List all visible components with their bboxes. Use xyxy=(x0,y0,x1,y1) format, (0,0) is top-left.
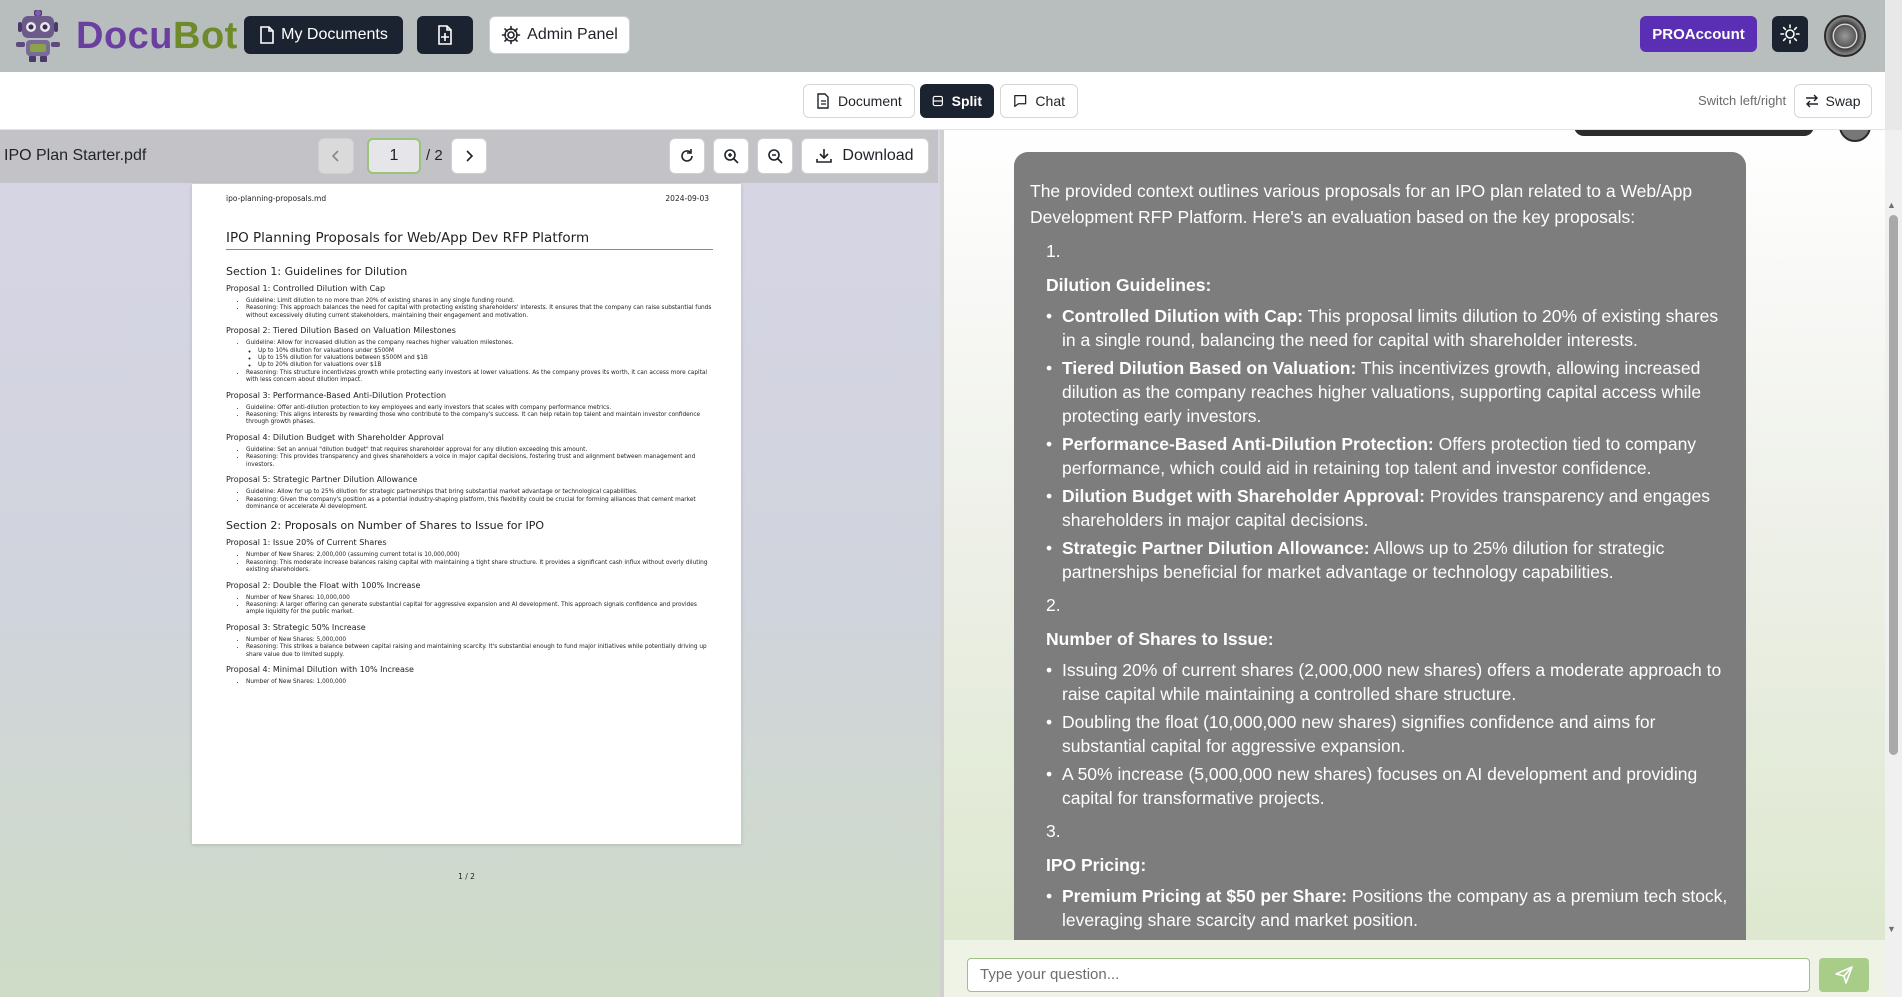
scroll-up-arrow-icon[interactable]: ▲ xyxy=(1887,200,1896,210)
brand-name xyxy=(76,15,238,58)
chat-bubble-icon xyxy=(1013,93,1027,109)
rotate-button[interactable] xyxy=(669,138,705,174)
list-item-bold: Strategic Partner Dilution Allowance: xyxy=(1062,538,1370,558)
pdf-bullet: • Number of New Shares: 1,000,000 xyxy=(246,679,713,686)
app-logo[interactable] xyxy=(14,10,238,62)
pdf-bullet-list xyxy=(226,679,713,686)
pdf-bullet-list xyxy=(226,637,713,659)
pdf-proposal-heading: Proposal 4: Dilution Budget with Shareholder Approval xyxy=(226,432,444,442)
list-item xyxy=(1062,884,1730,932)
pdf-sub-bullet: ◦ Up to 15% dilution for valuations between $500M and $1B xyxy=(258,355,713,362)
list-item-text: Positions the company as a premium tech stock, leveraging share scarcity and market position. xyxy=(1062,886,1728,930)
swap-arrows-icon xyxy=(1805,94,1819,108)
list-item xyxy=(1062,356,1730,428)
list-item: • Issuing 20% of current shares (2,000,000 new shares) offers a moderate approach to raise capital while maintaining a controlled share structure. xyxy=(1062,658,1730,706)
pdf-bullet-list xyxy=(226,298,713,320)
admin-panel-label: Admin Panel xyxy=(527,26,618,43)
list-item-bold: Dilution Budget with Shareholder Approval: xyxy=(1062,486,1425,506)
list-item-bold: Premium Pricing at $50 per Share: xyxy=(1062,886,1347,906)
pdf-bullet: • Guideline: Set an annual "dilution budget" that requires shareholder approval for any dilution exceeding this amount. xyxy=(246,447,713,454)
pdf-bullet: • Number of New Shares: 2,000,000 (assuming current total is 10,000,000) xyxy=(246,552,713,559)
top-header xyxy=(0,0,1902,72)
list-item-text: Allows up to 25% dilution for strategic partnerships beneficial for market advantage or technology capabilities. xyxy=(1062,538,1665,582)
pdf-bullet: • Guideline: Allow for up to 25% dilution for strategic partnerships that bring substantial market advantage or technological capabilities. xyxy=(246,489,713,496)
download-label: Download xyxy=(842,147,914,164)
zoom-in-button[interactable] xyxy=(713,138,749,174)
pdf-proposal-heading: Proposal 1: Issue 20% of Current Shares xyxy=(226,538,387,548)
list-item-text: This incentivizes growth, allowing increased dilution as the company reaches higher valuations, supporting capital access while protecting early investors. xyxy=(1062,358,1702,426)
swap-button-label: Swap xyxy=(1825,93,1861,109)
pdf-viewer-pane xyxy=(0,130,940,997)
list-item-bold: Tiered Dilution Based on Valuation: xyxy=(1062,358,1357,378)
message-list xyxy=(1030,304,1730,584)
pdf-sub-bullet: ◦ Up to 20% dilution for valuations over $1B xyxy=(258,362,713,369)
pdf-bullet: • Reasoning: This structure incentivizes growth while protecting early investors at lower valuations. As the company proves its worth, it can access more capital with less concern about dilution impact. xyxy=(246,370,713,385)
view-chat-label: Chat xyxy=(1035,93,1065,109)
user-avatar[interactable] xyxy=(1824,15,1866,57)
my-documents-label: My Documents xyxy=(281,26,388,43)
pdf-meta-date: 2024-09-03 xyxy=(665,194,709,203)
pro-account-label: PROAccount xyxy=(1652,25,1745,43)
pdf-bullet-list xyxy=(226,552,713,574)
pdf-bullet: • Reasoning: Given the company's position as a potential industry-shaping platform, this flexibility could be crucial for forming alliances that cement market dominance or accelerate AI development. xyxy=(246,497,713,512)
view-split-label: Split xyxy=(951,93,982,109)
list-item xyxy=(1062,536,1730,584)
pdf-bullet: • Number of New Shares: 5,000,000 xyxy=(246,637,713,644)
pdf-bullet: • Guideline: Offer anti-dilution protection to key employees and early investors that scales with company performance metrics. xyxy=(246,405,713,412)
download-button[interactable] xyxy=(801,138,929,174)
document-icon xyxy=(816,93,830,109)
list-number: 3. xyxy=(1046,821,1061,841)
list-item-text: This proposal limits dilution to 20% of existing shares in a single round, balancing the need for capital with shareholder interests. xyxy=(1062,306,1719,350)
brand-part-docu: Docu xyxy=(76,14,173,57)
list-item: • A 50% increase (5,000,000 new shares) focuses on AI development and providing capital for transformative projects. xyxy=(1062,762,1730,810)
chat-input-bar xyxy=(944,940,1885,997)
pdf-bullet-list xyxy=(226,405,713,427)
list-item-text: Provides transparency and engages shareholders in major capital decisions. xyxy=(1062,486,1711,530)
theme-toggle-button[interactable] xyxy=(1772,16,1808,52)
pdf-viewer-toolbar xyxy=(0,130,938,183)
view-document-button[interactable] xyxy=(803,84,915,118)
pdf-bullet-list xyxy=(226,447,713,469)
page-scrollbar-top[interactable] xyxy=(1885,0,1902,130)
pdf-bullet: • Reasoning: This aligns interests by rewarding those who contribute to the company's success. It can help retain top talent and maintain investor confidence through growth phases. xyxy=(246,412,713,427)
message-list xyxy=(1030,658,1730,810)
message-list xyxy=(1030,884,1730,932)
list-item: • Doubling the float (10,000,000 new shares) signifies confidence and aims for substantial capital for aggressive expansion. xyxy=(1062,710,1730,758)
rotate-icon xyxy=(679,148,695,164)
file-plus-icon xyxy=(436,25,454,45)
list-item xyxy=(1062,304,1730,352)
split-view-icon xyxy=(932,94,944,108)
pdf-meta-filename: ipo-planning-proposals.md xyxy=(226,194,327,203)
view-chat-button[interactable] xyxy=(1000,84,1078,118)
pdf-bullet: • Reasoning: This moderate increase balances raising capital with maintaining a tight share structure. It provides a significant cash influx without overly diluting existing shareholders. xyxy=(246,560,713,575)
pdf-bullet-list xyxy=(226,489,713,511)
pdf-proposal-heading: Proposal 4: Minimal Dilution with 10% Increase xyxy=(226,664,414,674)
message-heading: IPO Pricing: xyxy=(1046,855,1147,875)
message-intro: The provided context outlines various proposals for an IPO plan related to a Web/App Development RFP Platform. Here's an evaluation based on the key proposals: xyxy=(1030,181,1693,227)
message-heading: Number of Shares to Issue: xyxy=(1046,629,1274,649)
brand-part-bot: Bot xyxy=(173,14,238,57)
user-message-avatar xyxy=(1839,130,1871,142)
view-split-button[interactable] xyxy=(920,84,994,118)
scroll-down-arrow-icon[interactable]: ▼ xyxy=(1887,924,1896,934)
previous-user-message xyxy=(1574,130,1814,136)
pdf-body xyxy=(226,261,713,686)
gear-icon xyxy=(501,25,521,45)
pdf-bullet: • Reasoning: A larger offering can generate substantial capital for aggressive expansion and AI development. This approach signals confidence and provides ample liquidity for the public market. xyxy=(246,602,713,617)
pdf-page xyxy=(192,184,741,881)
pdf-bullet: • Reasoning: This approach balances the need for capital with protecting existing shareholders' interests. It ensures that the company can raise substantial funds without excessively diluting current stakeholders, maintaining their engagement and motivation. xyxy=(246,305,713,320)
view-document-label: Document xyxy=(838,93,902,109)
new-document-button[interactable] xyxy=(417,16,473,54)
pdf-sub-list xyxy=(246,348,713,370)
zoom-in-icon xyxy=(723,148,739,164)
page-number-input[interactable]: 1 xyxy=(367,138,421,174)
my-documents-button[interactable] xyxy=(244,16,403,54)
download-icon xyxy=(816,148,832,164)
pdf-bullet xyxy=(246,340,713,370)
list-item-text: Offers protection tied to company performance, which could aid in retaining top talent and investor confidence. xyxy=(1062,434,1697,478)
pro-account-button[interactable] xyxy=(1640,16,1757,52)
list-number: 1. xyxy=(1046,241,1061,261)
send-button[interactable] xyxy=(1819,958,1869,992)
next-page-button[interactable] xyxy=(451,138,487,174)
pdf-bullet: • Reasoning: This strikes a balance between capital raising and maintaining scarcity. It's substantial enough to fund major initiatives while potentially driving up share value due to limited supply. xyxy=(246,644,713,659)
robot-logo-icon xyxy=(14,10,62,62)
chevron-right-icon xyxy=(464,150,474,162)
list-item xyxy=(1062,484,1730,532)
pdf-bullet-list xyxy=(226,595,713,617)
list-item xyxy=(1062,432,1730,480)
pdf-bullet: • Guideline: Limit dilution to no more than 20% of existing shares in any single funding round. xyxy=(246,298,713,305)
pdf-file-name: IPO Plan Starter.pdf xyxy=(4,147,147,164)
pdf-proposal-heading: Proposal 3: Performance-Based Anti-Dilution Protection xyxy=(226,390,447,400)
view-toolbar xyxy=(0,72,1885,130)
page-total: / 2 xyxy=(426,147,443,164)
chat-scrollbar-thumb[interactable] xyxy=(1889,215,1898,755)
chat-pane xyxy=(944,130,1885,997)
swap-hint-label: Switch left/right xyxy=(1698,93,1787,108)
pdf-proposal-heading: Proposal 5: Strategic Partner Dilution Allowance xyxy=(226,475,418,485)
zoom-out-button[interactable] xyxy=(757,138,793,174)
question-input[interactable]: Type your question... xyxy=(967,958,1810,992)
assistant-message xyxy=(1014,152,1746,972)
pdf-page-footer: 1 / 2 xyxy=(458,872,475,881)
pdf-proposal-heading: Proposal 1: Controlled Dilution with Cap xyxy=(226,284,386,293)
pdf-bullet-list xyxy=(226,340,713,384)
pdf-document-title: IPO Planning Proposals for Web/App Dev RFP Platform xyxy=(226,230,713,250)
pdf-bullet: • Reasoning: This provides transparency and gives shareholders a voice in major capital decisions, fostering trust and alignment between management and investors. xyxy=(246,454,713,469)
pdf-proposal-heading: Proposal 2: Tiered Dilution Based on Valuation Milestones xyxy=(226,326,456,336)
document-icon xyxy=(259,26,275,44)
list-item-bold: Performance-Based Anti-Dilution Protection: xyxy=(1062,434,1434,454)
pdf-section-heading: Section 1: Guidelines for Dilution xyxy=(226,265,408,278)
swap-button[interactable] xyxy=(1794,84,1872,118)
previous-page-button[interactable] xyxy=(318,138,354,174)
send-icon xyxy=(1834,965,1854,985)
chevron-left-icon xyxy=(331,150,341,162)
pdf-bullet-text: Guideline: Allow for increased dilution as the company reaches higher valuation milestones. xyxy=(246,340,514,347)
pdf-proposal-heading: Proposal 3: Strategic 50% Increase xyxy=(226,622,366,632)
pdf-sub-bullet: ◦ Up to 10% dilution for valuations under $500M xyxy=(258,348,713,355)
list-item-bold: Controlled Dilution with Cap: xyxy=(1062,306,1304,326)
sun-icon xyxy=(1780,24,1800,44)
list-number: 2. xyxy=(1046,595,1061,615)
pdf-proposal-heading: Proposal 2: Double the Float with 100% Increase xyxy=(226,580,421,590)
zoom-out-icon xyxy=(767,148,783,164)
pdf-bullet: • Number of New Shares: 10,000,000 xyxy=(246,595,713,602)
pdf-section-heading: Section 2: Proposals on Number of Shares to Issue for IPO xyxy=(226,519,545,533)
admin-panel-button[interactable] xyxy=(489,16,630,54)
message-heading: Dilution Guidelines: xyxy=(1046,275,1212,295)
